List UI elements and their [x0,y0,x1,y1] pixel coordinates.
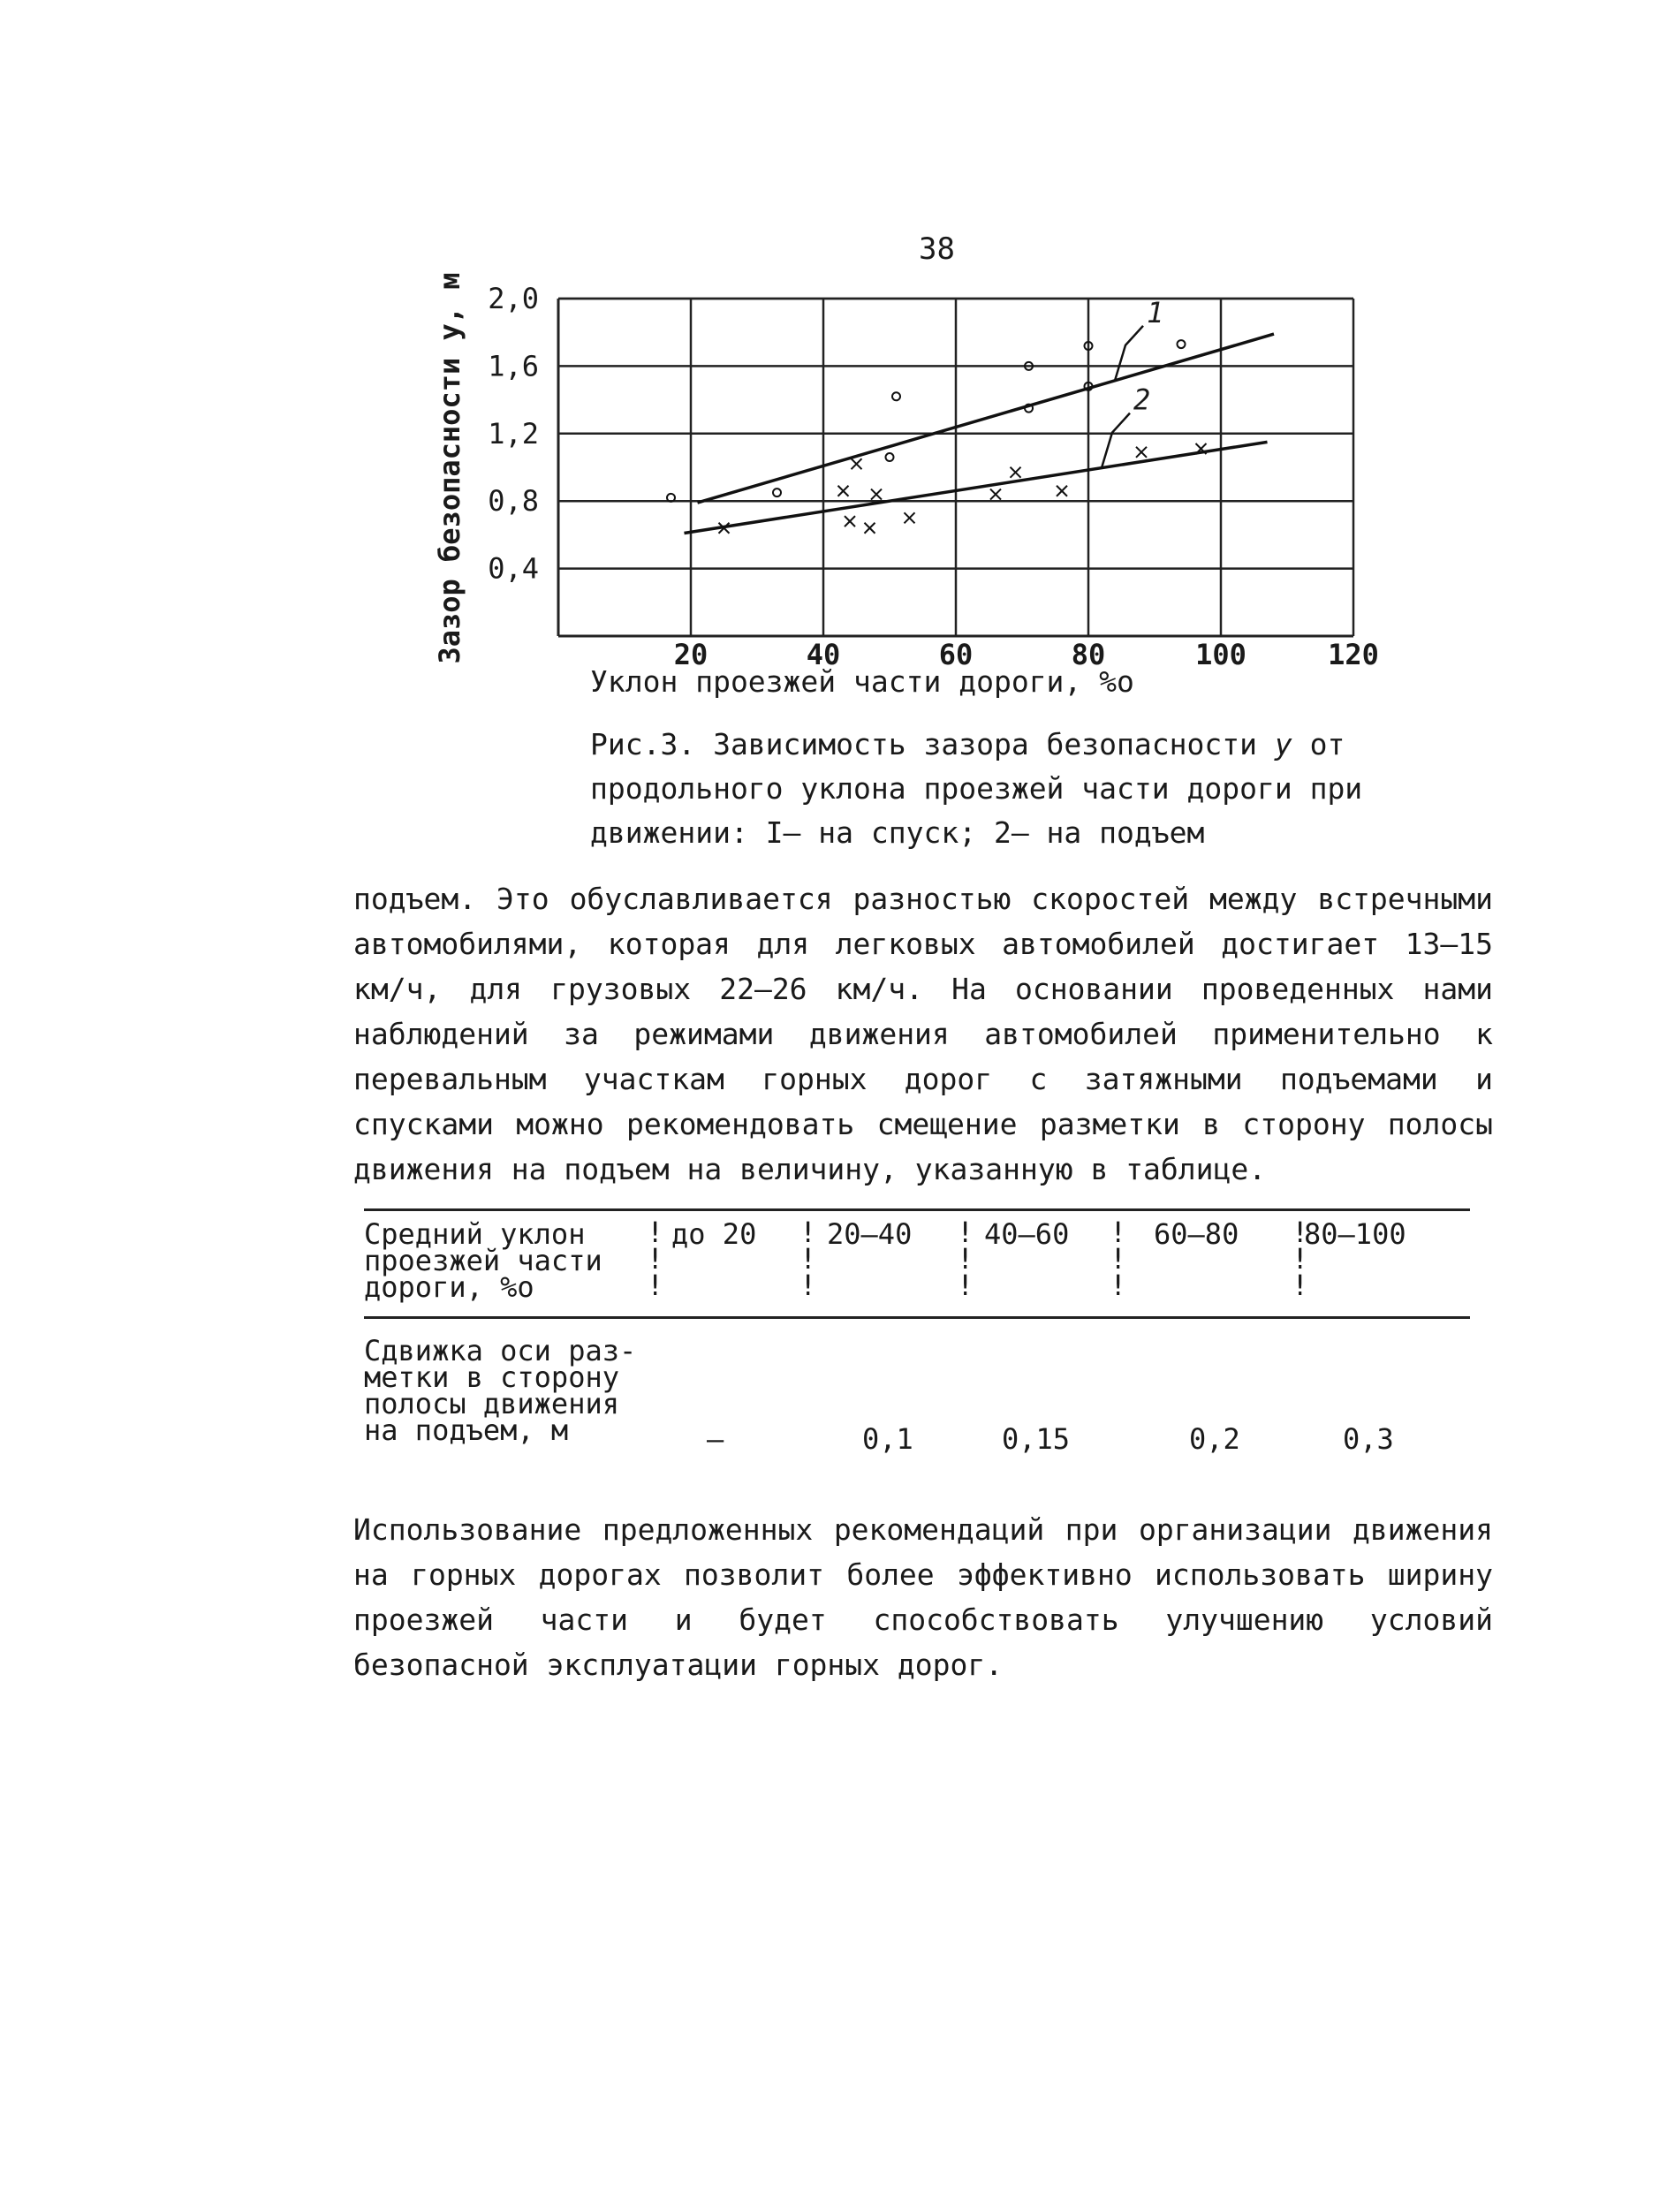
column-separator: ! ! ! [957,1216,974,1302]
paragraph-speed-difference: подъем. Это обуславливается разностью скоростей между встречными автомобилями, которая для легковых автомобилей достигает 13–15 км/ч, для грузовых 22–26 км/ч. На основании проведенных нами наблюдений за режимами движения автомобилей применительно к перевальным участкам горных дорог с затяжными подъемами и спусками можно рекомендовать смещение разметки в сторону полосы движения на подъем на величину, указанную в таблице. [353,882,1493,1186]
value-cell: 0,3 [1343,1422,1394,1456]
x-axis-title: Уклон проезжей части дороги, %о [590,664,1134,699]
column-separator: ! ! ! [1110,1216,1127,1302]
x-tick-label: 100 [1195,638,1246,671]
value-cell: 0,15 [1002,1422,1071,1456]
data-point-circle [773,489,781,496]
header-cell: 80–100 [1304,1217,1406,1251]
column-separator: ! ! ! [647,1216,664,1302]
caption-text-end: от [1309,727,1345,761]
series-label: 2 [1133,383,1151,417]
x-tick-label: 80 [1071,638,1106,671]
column-separator: ! ! ! [799,1216,817,1302]
y-tick-label: 1,2 [488,416,539,451]
y-tick-label: 1,6 [488,349,539,383]
data-point-cross [1057,486,1067,496]
trend-line-2 [685,442,1268,533]
data-point-cross [865,523,875,534]
data-point-cross [905,512,915,523]
table-header-rule [364,1316,1470,1319]
value-cell: 0,2 [1189,1422,1240,1456]
data-point-cross [1011,467,1021,478]
safety-gap-chart [0,0,1667,707]
caption-text-start: Рис.3. Зависимость зазора безопасности [590,727,1257,761]
data-point-cross [845,516,855,526]
y-tick-label: 0,8 [488,484,539,519]
series-leader-line [1102,413,1130,468]
y-tick-label: 0,4 [488,551,539,586]
paragraph-conclusion: Использование предложенных рекомендаций при организации движения на горных дорогах позволит более эффективно использовать ширину проезжей части и будет способствовать улучшению условий безопасной эксплуатации горных дорог. [353,1512,1493,1682]
table-top-rule [364,1208,1470,1211]
x-tick-label: 60 [938,638,974,671]
data-point-cross [852,458,862,469]
figure-caption [590,723,1403,855]
data-point-cross [990,489,1001,500]
data-point-cross [838,486,849,496]
series-label: 1 [1147,295,1164,330]
x-tick-label: 120 [1328,638,1379,671]
caption-line-3: движении: I– на спуск; 2– на подъем [590,815,1205,850]
data-point-circle [886,453,894,461]
caption-symbol: у [1274,727,1292,761]
column-separator: ! ! ! [1292,1216,1309,1302]
value-cell: 0,1 [862,1422,913,1456]
header-cell: 40–60 [984,1217,1070,1251]
data-point-cross [871,489,882,500]
page-number: 38 [919,231,955,267]
row-label-grade: Средний уклон проезжей части дороги, %о [364,1217,602,1304]
data-point-circle [1178,340,1186,348]
data-point-circle [892,392,900,400]
y-axis-title: Зазор безопасности у, м [433,272,466,664]
x-tick-label: 20 [673,638,708,671]
header-cell: 20–40 [827,1217,913,1251]
x-tick-label: 40 [806,638,841,671]
header-cell: 60–80 [1154,1217,1239,1251]
header-cell: до 20 [671,1217,757,1251]
trend-line-1 [698,334,1275,503]
caption-line-1 [590,723,1403,767]
caption-line-2: продольного уклона проезжей части дороги при [590,771,1363,806]
y-tick-label: 2,0 [488,282,539,315]
row-label-shift: Сдвижка оси раз- метки в сторону полосы движения на подъем, м [364,1334,637,1447]
value-cell: – [707,1422,724,1456]
data-point-cross [1136,447,1147,458]
